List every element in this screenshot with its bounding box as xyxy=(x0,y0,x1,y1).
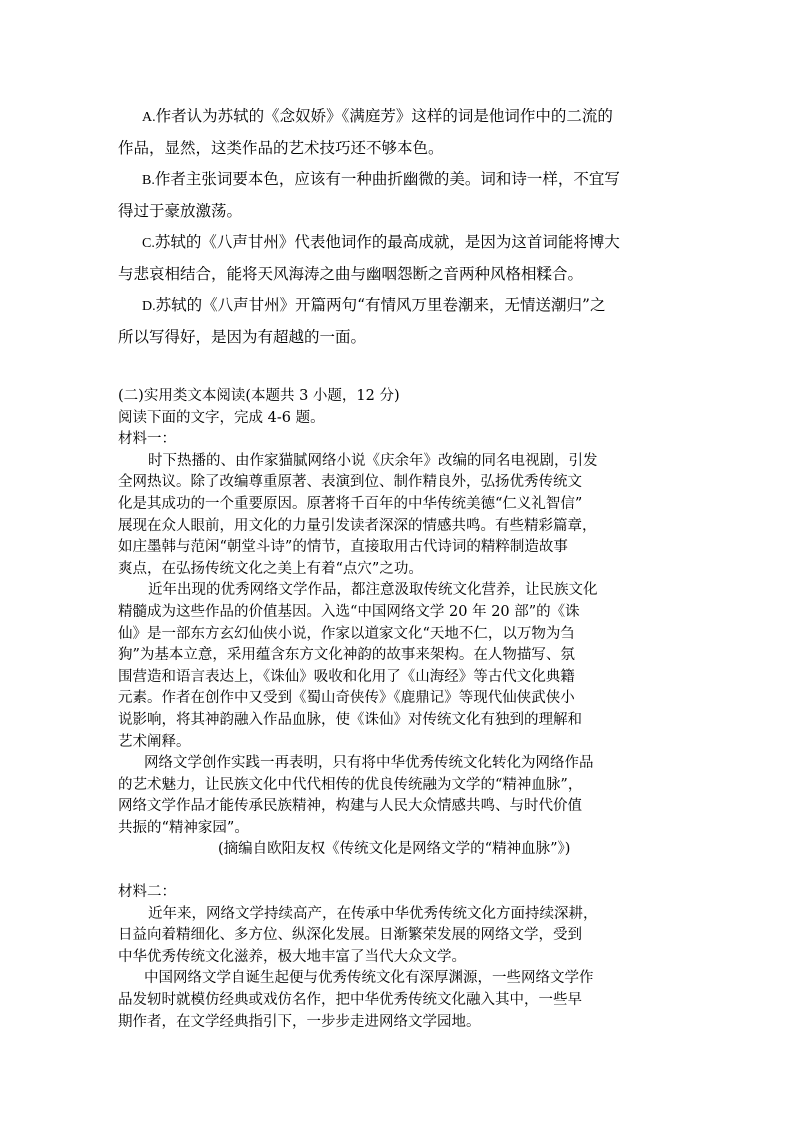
option-text-line: 作品，显然，这类作品的艺术技巧还不够本色。 xyxy=(118,139,444,157)
option-text-line: 苏轼的《八声甘州》代表他词作的最高成就，是因为这首词能将博大 xyxy=(154,233,620,251)
option-text-line: 与悲哀相结合，能将天风海涛之曲与幽咽怨断之音两种风格相糅合。 xyxy=(118,265,584,283)
material-2-label: 材料二： xyxy=(118,884,176,901)
material-1-paragraph-2 xyxy=(118,580,678,753)
material-1-source: (摘编自欧阳友权《传统文化是网络文学的“精神血脉”》) xyxy=(218,841,571,858)
text-line: 网络文学创作实践一再表明，只有将中华优秀传统文化转化为网络作品 xyxy=(144,755,594,772)
text-line: 中华优秀传统文化滋养，极大地丰富了当代大众文学。 xyxy=(118,948,466,965)
option-c xyxy=(118,227,678,290)
material-1-label: 材料一： xyxy=(118,431,176,448)
option-b xyxy=(118,164,678,227)
text-line: 仙》是一部东方玄幻仙侠小说，作家以道家文化“天地不仁，以万物为刍 xyxy=(118,625,575,642)
text-line: 网络文学作品才能传承民族精神，构建与人民大众情感共鸣、与时代价值 xyxy=(118,798,582,815)
option-text-line: 所以写得好，是因为有超越的一面。 xyxy=(118,328,367,346)
text-line: 说影响，将其神韵融入作品血脉，使《诛仙》对传统文化有独到的理解和 xyxy=(118,711,582,728)
option-text-line: 苏轼的《八声甘州》开篇两句“有情风万里卷潮来，无情送潮归”之 xyxy=(155,296,606,314)
material-1-paragraph-1 xyxy=(118,451,678,581)
text-line: 全网热议。除了改编尊重原著、表演到位、制作精良外，弘扬优秀传统文 xyxy=(118,474,582,491)
text-line: 日益向着精细化、多方位、纵深化发展。日渐繁荣发展的网络文学，受到 xyxy=(118,927,582,944)
text-line: 艺术阐释。 xyxy=(118,733,191,750)
text-line: 中国网络文学自诞生起便与优秀传统文化有深厚渊源，一些网络文学作 xyxy=(144,970,594,987)
text-line: 如庄墨韩与范闲“朝堂斗诗”的情节，直接取用古代诗词的精粹制造故事 xyxy=(118,539,568,556)
text-line: 的艺术魅力，让民族文化中代代相传的优良传统融为文学的“精神血脉”， xyxy=(118,776,583,793)
section-heading: (二)实用类文本阅读(本题共 3 小题，12 分) xyxy=(118,388,400,404)
option-text-line: 作者认为苏轼的《念奴娇》《满庭芳》这样的词是他词作中的二流的 xyxy=(155,107,613,125)
text-line: 狗”为基本立意，采用蕴含东方文化神韵的故事来架构。在人物描写、氛 xyxy=(118,647,575,664)
material-2-paragraph-1 xyxy=(118,904,678,969)
material-2-paragraph-2 xyxy=(118,968,678,1033)
text-line: 元素。作者在创作中又受到《蜀山奇侠传》《鹿鼎记》等现代仙侠武侠小 xyxy=(118,690,575,707)
text-line: 时下热播的、由作家猫腻网络小说《庆余年》改编的同名电视剧，引发 xyxy=(148,452,598,469)
option-letter: D. xyxy=(142,299,156,314)
text-line: 品发轫时就模仿经典或戏仿名作，把中华优秀传统文化融入其中，一些早 xyxy=(118,992,582,1009)
material-1-paragraph-3 xyxy=(118,753,678,839)
section-instruction: 阅读下面的文字，完成 4-6 题。 xyxy=(118,409,325,426)
text-line: 围营造和语言表达上，《诛仙》吸收和化用了《山海经》等古代文化典籍 xyxy=(118,668,575,685)
option-letter: A. xyxy=(142,110,156,125)
option-letter: C. xyxy=(142,236,155,251)
option-text-line: 得过于豪放激荡。 xyxy=(118,202,243,220)
section-practical-reading xyxy=(118,386,678,1033)
text-line: 精髓成为这些作品的价值基因。入选“中国网络文学 20 年 20 部”的《诛 xyxy=(118,603,580,620)
text-line: 爽点，在弘扬传统文化之美上有着“点穴”之功。 xyxy=(118,560,423,577)
option-letter: B. xyxy=(142,173,155,188)
text-line: 近年出现的优秀网络文学作品，都注意汲取传统文化营养，让民族文化 xyxy=(148,582,598,599)
text-line: 化是其成功的一个重要原因。原著将千百年的中华传统美德“仁义礼智信” xyxy=(118,495,583,512)
text-line: 期作者，在文学经典指引下，一步步走进网络文学园地。 xyxy=(118,1013,481,1030)
option-d xyxy=(118,290,678,353)
text-line: 展现在众人眼前，用文化的力量引发读者深深的情感共鸣。有些精彩篇章， xyxy=(118,517,597,534)
text-line: 共振的“精神家园”。 xyxy=(118,819,249,836)
option-text-line: 作者主张词要本色，应该有一种曲折幽微的美。词和诗一样，不宜写 xyxy=(154,170,620,188)
option-a xyxy=(118,101,678,164)
text-line: 近年来，网络文学持续高产，在传承中华优秀传统文化方面持续深耕， xyxy=(148,905,598,922)
